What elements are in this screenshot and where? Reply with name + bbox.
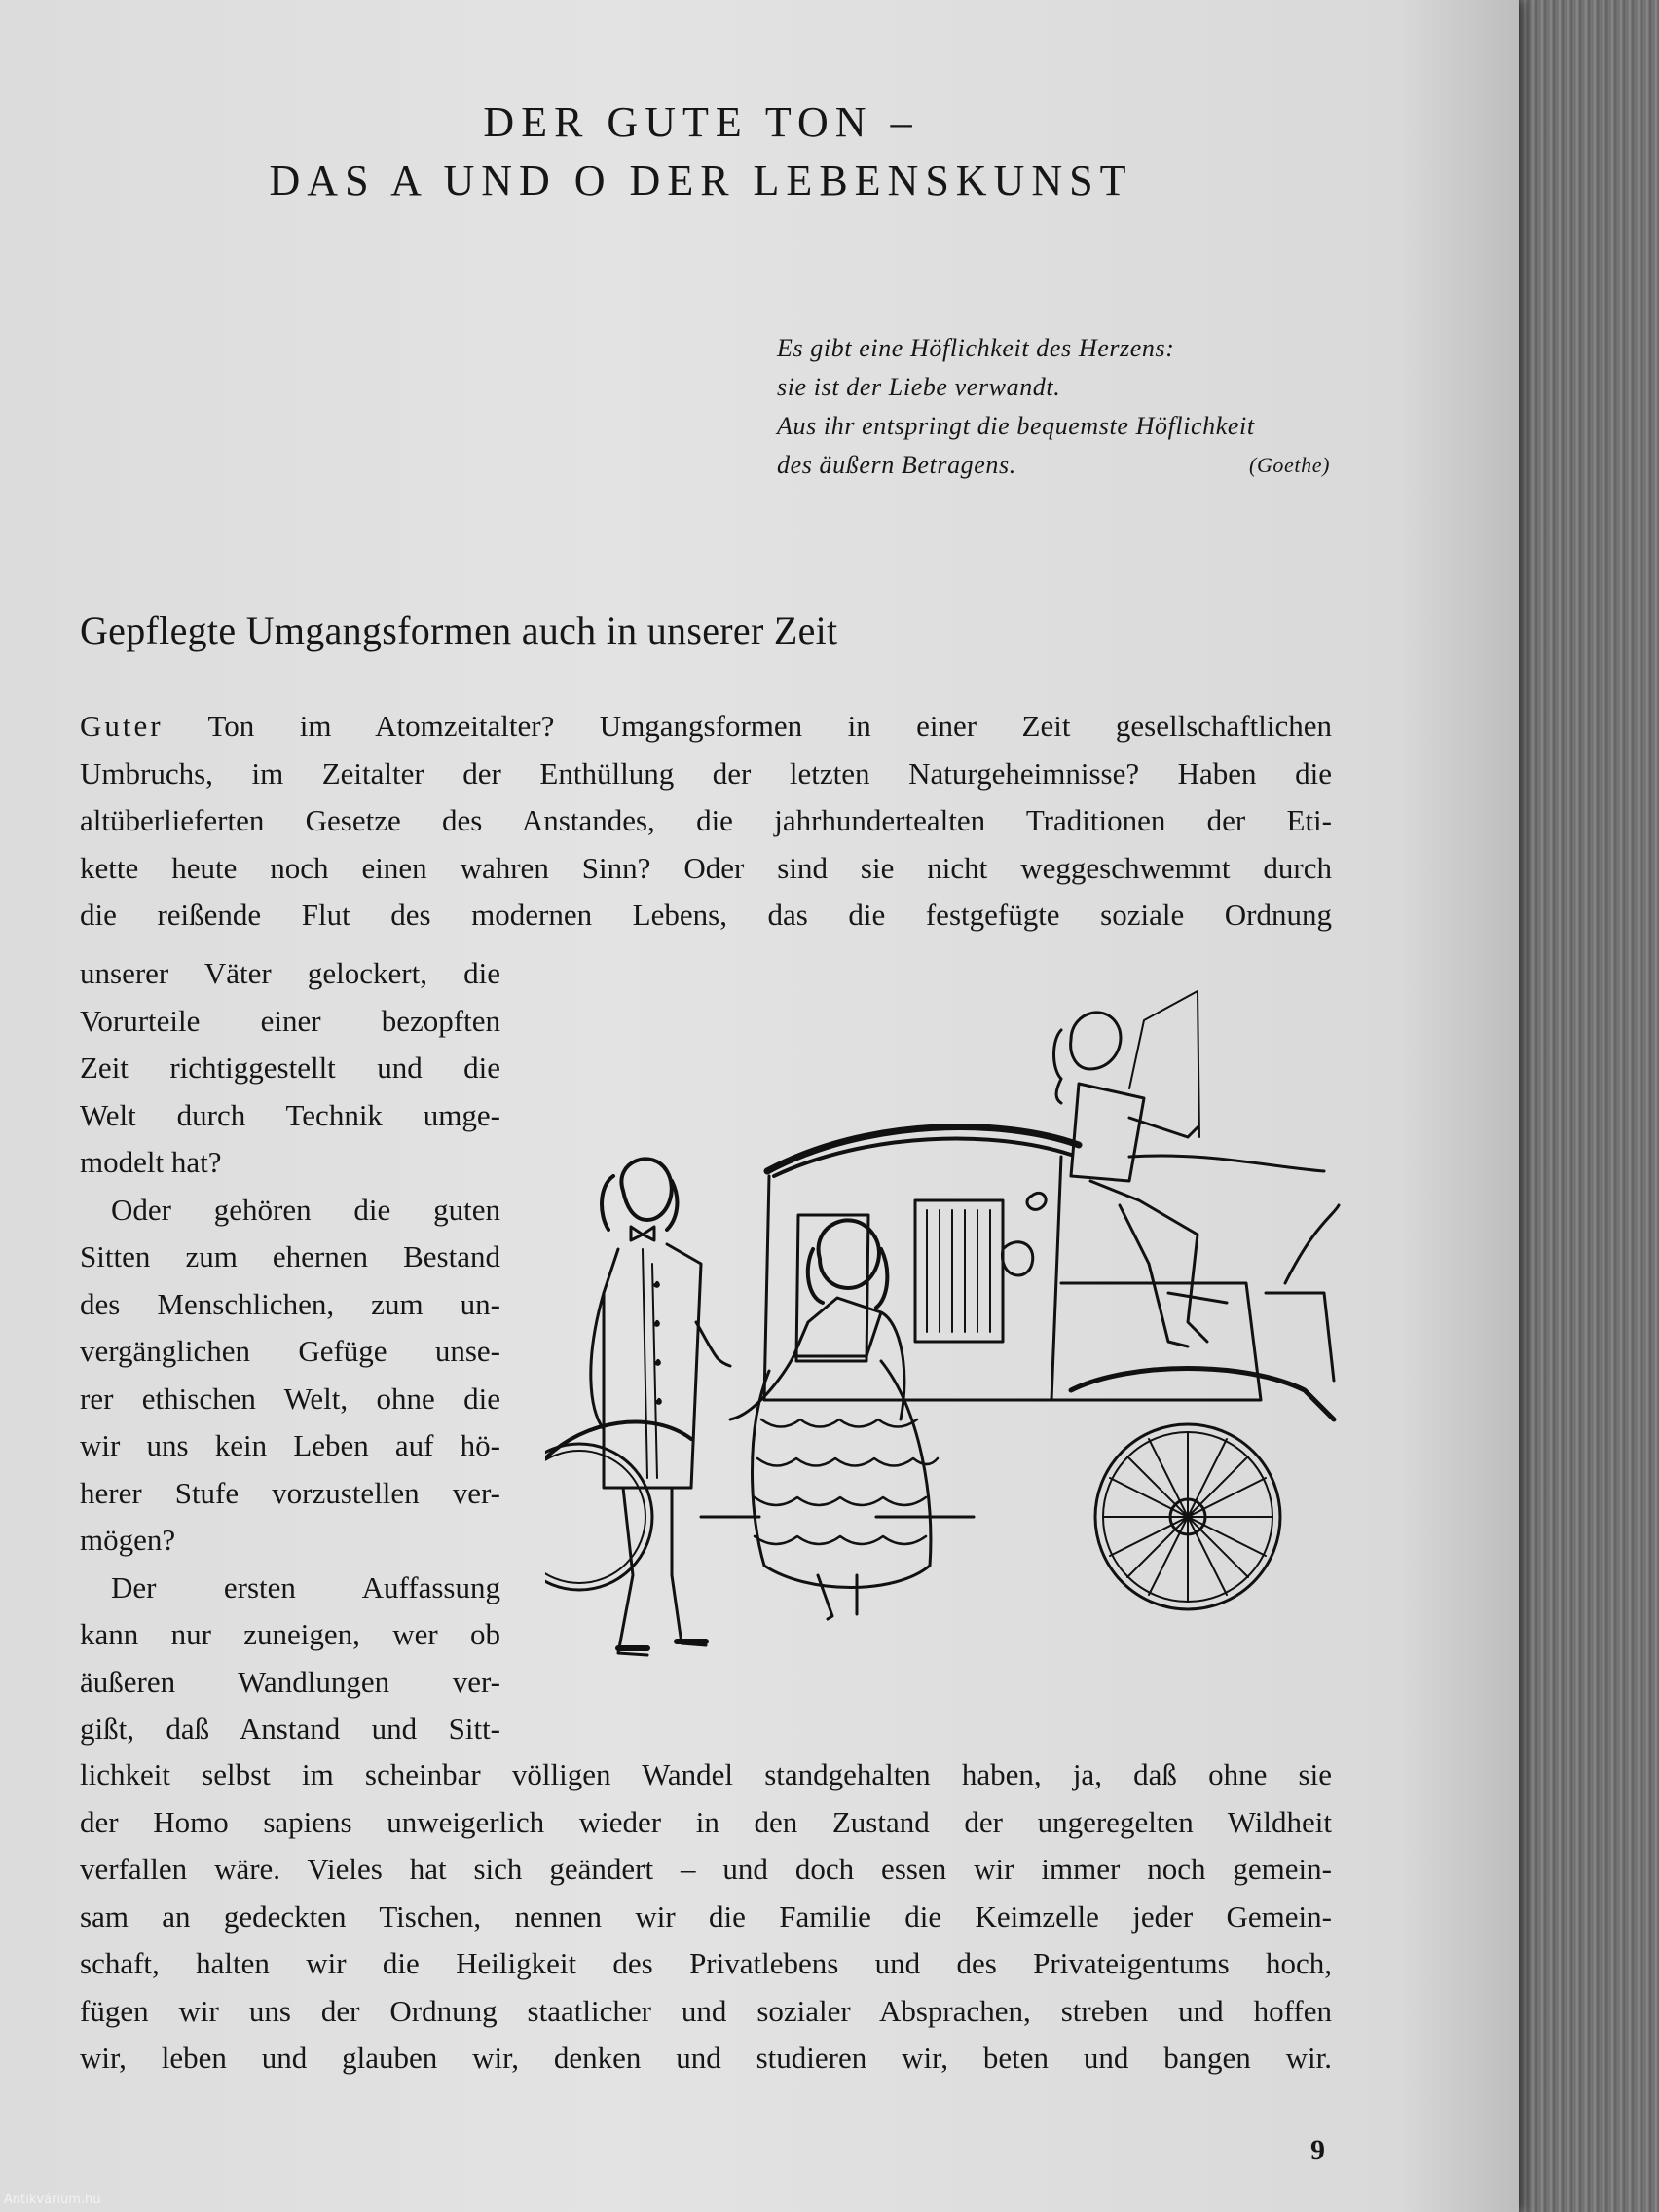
- text-line: verfallen wäre. Vieles hat sich geändert – und doch essen wir immer noch gemein-: [80, 1852, 1332, 1886]
- text-line: vergänglichen Gefüge unse-: [80, 1334, 500, 1368]
- paragraph-column: [80, 950, 500, 1753]
- text-line: Oder gehören die guten: [111, 1192, 500, 1227]
- paragraph-conclusion: [80, 1751, 1332, 2083]
- text-line: schaft, halten wir die Heiligkeit des Privatlebens und des Privateigentums hoch,: [80, 1946, 1332, 1980]
- text-line: der Homo sapiens unweigerlich wieder in den Zustand der ungeregelten Wildheit: [80, 1804, 1332, 1839]
- text-line: sam an gedeckten Tischen, nennen wir die Familie die Keimzelle jeder Gemein-: [80, 1899, 1332, 1934]
- epigraph-author: (Goethe): [1249, 453, 1330, 477]
- smallcaps-first-word: Guter: [80, 709, 164, 743]
- text-line: [80, 703, 1332, 751]
- page-number: 9: [1310, 2134, 1325, 2166]
- text-line: Umbruchs, im Zeitalter der Enthüllung der letzten Naturgeheimnisse? Haben die: [80, 756, 1332, 791]
- text-line: Welt durch Technik umge-: [80, 1097, 500, 1132]
- text-line: altüberlieferten Gesetze des Anstandes, die jahrhundertealten Traditionen der Eti-: [80, 803, 1332, 837]
- watermark-text: Antikvárium.hu: [4, 2193, 101, 2207]
- epigraph-line: Aus ihr entspringt die bequemste Höflichkeit: [777, 412, 1255, 440]
- text-line: kette heute noch einen wahren Sinn? Oder sind sie nicht weggeschwemmt durch: [80, 850, 1332, 885]
- text-line: des Menschlichen, zum un-: [80, 1286, 500, 1321]
- carriage-illustration: [545, 972, 1361, 1684]
- epigraph: [777, 329, 1342, 485]
- section-heading: Gepflegte Umgangsformen auch in unserer Zeit: [80, 608, 838, 652]
- text-line: modelt hat?: [80, 1145, 222, 1179]
- chapter-title-line-1: DER GUTE TON –: [483, 98, 919, 146]
- text-line: gißt, daß Anstand und Sitt-: [80, 1712, 500, 1746]
- epigraph-line: sie ist der Liebe verwandt.: [777, 373, 1061, 401]
- text-line: Sitten zum ehernen Bestand: [80, 1239, 500, 1273]
- text-line: rer ethischen Welt, ohne die: [80, 1381, 500, 1416]
- paragraph-intro: [80, 703, 1332, 940]
- text-line: unserer Väter gelockert, die: [80, 956, 500, 990]
- text-line: die reißende Flut des modernen Lebens, das die festgefügte soziale Ordnung: [80, 898, 1332, 932]
- text-line: Vorurteile einer bezopften: [80, 1003, 500, 1038]
- text-line: kann nur zuneigen, wer ob: [80, 1617, 500, 1651]
- text-line: äußeren Wandlungen ver-: [80, 1664, 500, 1699]
- text-line: wir uns kein Leben auf hö-: [80, 1428, 500, 1462]
- text-line: Der ersten Auffassung: [111, 1569, 500, 1604]
- epigraph-line: des äußern Betragens.: [777, 451, 1016, 479]
- epigraph-line: Es gibt eine Höflichkeit des Herzens:: [777, 334, 1175, 362]
- text-line: mögen?: [80, 1523, 176, 1557]
- text-line: fügen wir uns der Ordnung staatlicher und sozialer Absprachen, streben und hoffen: [80, 1993, 1332, 2028]
- text-line: herer Stufe vorzustellen ver-: [80, 1475, 500, 1510]
- text-line: Zeit richtiggestellt und die: [80, 1051, 500, 1085]
- text-line: wir, leben und glauben wir, denken und studieren wir, beten und bangen wir.: [80, 2041, 1332, 2075]
- text-fragment: Ton im Atomzeitalter? Umgangsformen in einer Zeit gesellschaftlichen: [163, 709, 1332, 743]
- chapter-title-line-2: DAS A UND O DER LEBENSKUNST: [269, 157, 1133, 204]
- text-line: lichkeit selbst im scheinbar völligen Wandel standgehalten haben, ja, daß ohne sie: [80, 1757, 1332, 1791]
- scan-background-edge: [1504, 0, 1659, 2212]
